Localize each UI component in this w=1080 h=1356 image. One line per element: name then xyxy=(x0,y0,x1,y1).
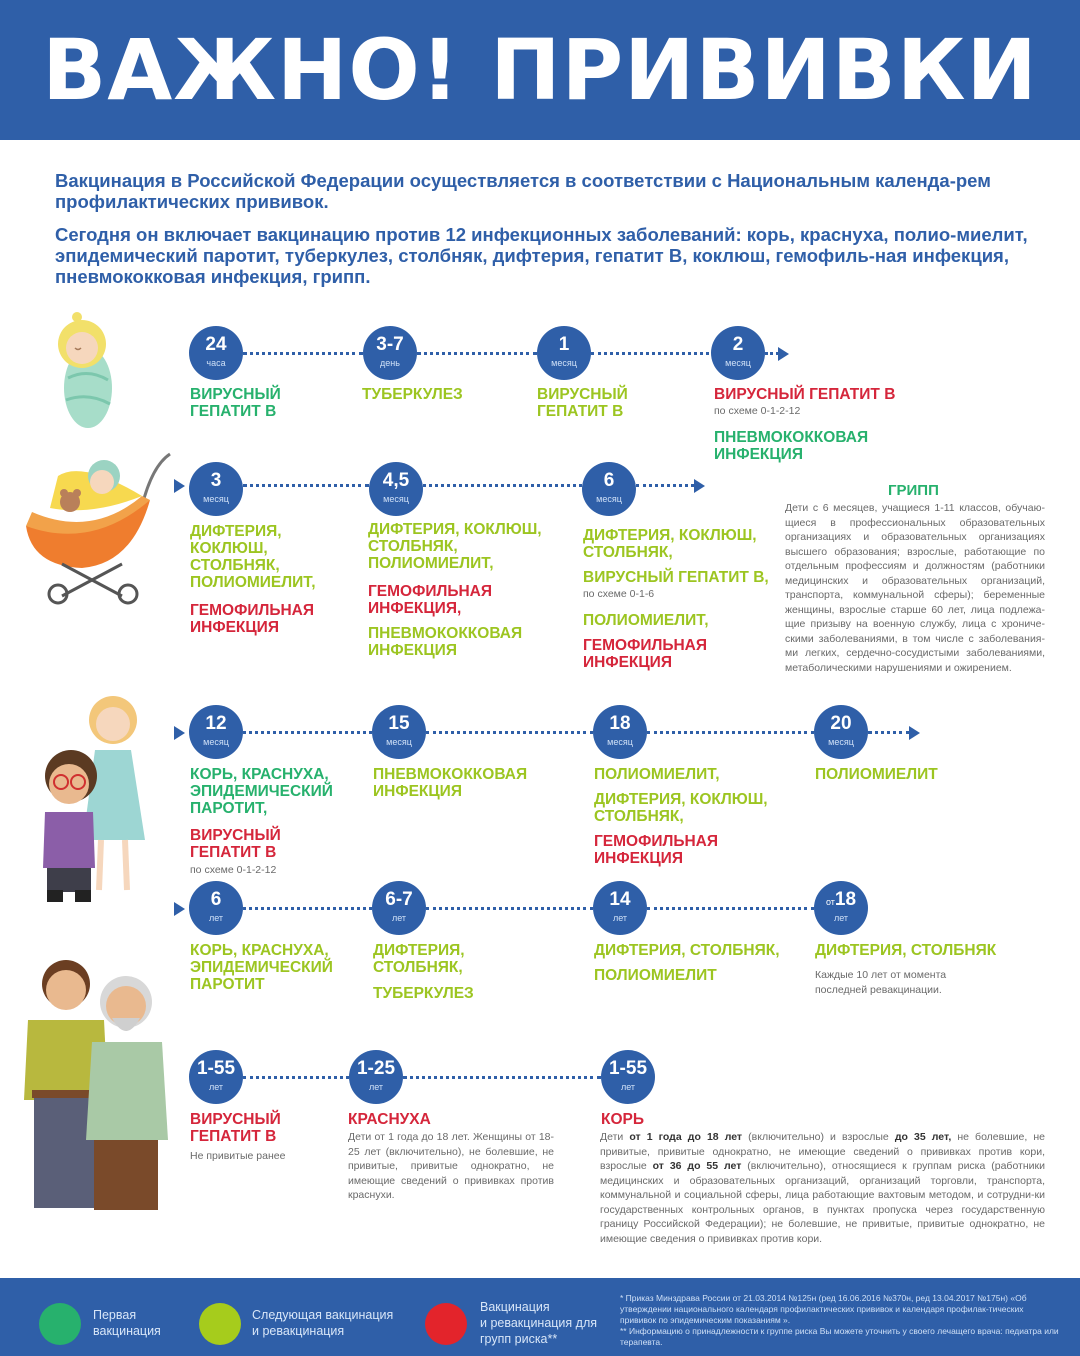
rubella-description: Дети от 1 года до 18 лет. Женщины от 18-25 лет (включительно), не болевшие, не привитые, привитые однократно, не имеющие сведений о прививках против краснухи. xyxy=(348,1131,554,1201)
legend-green-dot xyxy=(39,1303,81,1345)
vaccine-label: ТУБЕРКУЛЕЗ xyxy=(362,386,463,403)
schedule-note: по схеме 0-1-2-12 xyxy=(714,405,801,417)
age-node-1-25-years: 1-25 лет xyxy=(349,1050,403,1104)
timeline-connector xyxy=(426,907,593,910)
intro-paragraph-2: Сегодня он включает вакцинацию против 12 инфекционных заболеваний: корь, краснуха, полио-миелит, эпидемический паротит, туберкулез, столбняк, дифтерия, гепатит В, коклюш, гемофиль-ная инфекция, пневмококковая инфекция, грипп. xyxy=(55,224,1028,287)
vaccine-label: ДИФТЕРИЯ, КОКЛЮШ, СТОЛБНЯК, xyxy=(583,527,757,561)
vaccine-label: ГЕМОФИЛЬНАЯ ИНФЕКЦИЯ, xyxy=(368,583,493,617)
timeline-connector xyxy=(647,731,814,734)
vaccine-label: ДИФТЕРИЯ, СТОЛБНЯК xyxy=(815,942,997,959)
vaccine-label: ПОЛИОМИЕЛИТ xyxy=(594,967,717,984)
age-node-6-months: 6 месяц xyxy=(582,462,636,516)
flu-heading: ГРИПП xyxy=(888,482,939,499)
age-node-4-5-months: 4,5 месяц xyxy=(369,462,423,516)
legend-yellow-dot xyxy=(199,1303,241,1345)
legend-first-vaccination: Первая вакцинация xyxy=(93,1308,161,1338)
vaccine-label: ВИРУСНЫЙ ГЕПАТИТ В xyxy=(537,386,628,420)
vaccine-label: КОРЬ xyxy=(601,1111,644,1128)
vaccine-label: КРАСНУХА xyxy=(348,1111,431,1128)
timeline-connector xyxy=(243,352,363,355)
age-node-3-7-days: 3-7 день xyxy=(363,326,417,380)
timeline-arrow xyxy=(909,726,920,740)
footnote: * Приказ Минздрава России от 21.03.2014 №125н (ред 16.06.2016 №370н, ред 13.04.2017 №175н) «Об утверждении национального календаря профилактических прививок и календаря профилак-тических прививок по эпидемическим показаниям ». ** Информацию о принадлежности к группе риска Вы можете уточнить у своего лечащего врача: педиатра или терапевта. xyxy=(620,1293,1059,1347)
vaccine-label: ВИРУСНЫЙ ГЕПАТИТ В, xyxy=(583,569,769,586)
vaccine-label: ГЕМОФИЛЬНАЯ ИНФЕКЦИЯ xyxy=(583,637,708,671)
schedule-note: Не привитые ранее xyxy=(190,1150,286,1162)
age-node-24-hours: 24 часа xyxy=(189,326,243,380)
vaccine-label: ДИФТЕРИЯ, КОКЛЮШ, СТОЛБНЯК, ПОЛИОМИЕЛИТ, xyxy=(368,521,542,572)
timeline-connector xyxy=(417,352,537,355)
age-node-6-years: 6 лет xyxy=(189,881,243,935)
timeline-connector xyxy=(647,907,814,910)
children-illustration xyxy=(35,690,163,910)
vaccine-label: ДИФТЕРИЯ, КОКЛЮШ, СТОЛБНЯК, xyxy=(594,791,768,825)
age-node-18-months: 18 месяц xyxy=(593,705,647,759)
schedule-note: по схеме 0-1-2-12 xyxy=(190,864,277,876)
header-banner xyxy=(0,0,1080,140)
legend-red-dot xyxy=(425,1303,467,1345)
vaccine-label: ДИФТЕРИЯ, КОКЛЮШ, СТОЛБНЯК, ПОЛИОМИЕЛИТ, xyxy=(190,523,316,591)
vaccine-label: КОРЬ, КРАСНУХА, ЭПИДЕМИЧЕСКИЙ ПАРОТИТ xyxy=(190,942,333,993)
vaccine-label: ПОЛИОМИЕЛИТ xyxy=(815,766,938,783)
timeline-connector xyxy=(426,731,593,734)
vaccine-label: ПОЛИОМИЕЛИТ, xyxy=(583,612,709,629)
swaddled-baby-illustration xyxy=(50,308,120,430)
vaccine-label: ТУБЕРКУЛЕЗ xyxy=(373,985,474,1002)
vaccine-label: ВИРУСНЫЙ ГЕПАТИТ В xyxy=(190,1111,281,1145)
timeline-connector xyxy=(423,484,582,487)
measles-description: Дети от 1 года до 18 лет (включительно) и взрослые до 35 лет, не болевшие, не привитые, привитые однократно, не имеющие сведений о прививках против кори, взрослые от 36 до 55 лет (включительно), относящиеся к группам риска (работники медицинских и образовательных организаций, организаций торговли, транспорта, коммунальной и социальной сферы, лица работающие вахтовым методом, и сотрудни-ки государственных контрольных органов, в пунктах пропуска через государственную границу Российской Федерации); не болевшие, не привитые, привитые однократно, не имеющие сведения о прививках против кори. xyxy=(600,1131,1045,1245)
timeline-connector xyxy=(636,484,694,487)
timeline-connector xyxy=(243,1076,349,1079)
vaccine-label: ГЕМОФИЛЬНАЯ ИНФЕКЦИЯ xyxy=(190,602,315,636)
age-node-3-months: 3 месяц xyxy=(189,462,243,516)
vaccine-label: ВИРУСНЫЙ ГЕПАТИТ В xyxy=(190,827,281,861)
age-node-1-55-years: 1-55 лет xyxy=(601,1050,655,1104)
age-node-12-months: 12 месяц xyxy=(189,705,243,759)
timeline-connector xyxy=(243,907,372,910)
vaccine-label: ПНЕВМОКОККОВАЯ ИНФЕКЦИЯ xyxy=(368,625,523,659)
age-node-6-7-years: 6-7 лет xyxy=(372,881,426,935)
age-node-15-months: 15 месяц xyxy=(372,705,426,759)
timeline-arrow xyxy=(778,347,789,361)
age-node-from-18-years: от18 лет xyxy=(814,881,868,935)
vaccine-label: ВИРУСНЫЙ ГЕПАТИТ В xyxy=(714,386,896,403)
age-node-1-month: 1 месяц xyxy=(537,326,591,380)
vaccine-label: ГЕМОФИЛЬНАЯ ИНФЕКЦИЯ xyxy=(594,833,719,867)
vaccine-label: ДИФТЕРИЯ, СТОЛБНЯК, xyxy=(373,942,465,976)
vaccine-label: ПНЕВМОКОККОВАЯ ИНФЕКЦИЯ xyxy=(373,766,528,800)
baby-stroller-illustration xyxy=(22,446,172,606)
legend-next-vaccination: Следующая вакцинация и ревакцинация xyxy=(252,1308,394,1338)
page-title: ВАЖНО! ПРИВИВКИ xyxy=(42,21,1038,119)
schedule-note: Каждые 10 лет от момента последней ревакцинации. xyxy=(815,969,947,996)
schedule-note: по схеме 0-1-6 xyxy=(583,588,655,600)
age-node-1-55-years: 1-55 лет xyxy=(189,1050,243,1104)
timeline-connector xyxy=(591,352,709,355)
timeline-connector xyxy=(243,484,369,487)
intro-paragraph-1: Вакцинация в Российской Федерации осуществляется в соответствии с Национальным календа-рем профилактических прививок. xyxy=(55,170,991,212)
timeline-connector xyxy=(243,731,372,734)
vaccine-label: КОРЬ, КРАСНУХА, ЭПИДЕМИЧЕСКИЙ ПАРОТИТ, xyxy=(190,766,333,817)
legend-risk-groups: Вакцинация и ревакцинация для групп риска** xyxy=(480,1300,598,1346)
vaccine-label: ВИРУСНЫЙ ГЕПАТИТ В xyxy=(190,386,281,420)
adults-illustration xyxy=(22,950,172,1220)
vaccine-label: ДИФТЕРИЯ, СТОЛБНЯК, xyxy=(594,942,780,959)
age-node-2-months: 2 месяц xyxy=(711,326,765,380)
vaccine-label: ПНЕВМОКОККОВАЯ ИНФЕКЦИЯ xyxy=(714,429,869,463)
age-node-20-months: 20 месяц xyxy=(814,705,868,759)
flu-description: Дети с 6 месяцев, учащиеся 1-11 классов, обучаю-щиеся в профессиональных образовательных организациях и образовательных организациях высшего образования; взрослые, работающие по отдельным профессиям и должностям (работники медицинских и образовательных организаций, транспорта, коммунальной сферы); беременные женщины, взрослые старше 60 лет, лица подлежа-щие призыву на военную службу, лица с хрониче-скими заболеваниями, в том числе с заболевания-ми легких, сердечно-сосудистыми заболеваниями, метаболическими нарушениями и ожирением. xyxy=(785,502,1045,674)
vaccine-label: ПОЛИОМИЕЛИТ, xyxy=(594,766,720,783)
timeline-arrow xyxy=(694,479,705,493)
timeline-connector xyxy=(868,731,910,734)
age-node-14-years: 14 лет xyxy=(593,881,647,935)
timeline-connector xyxy=(403,1076,601,1079)
